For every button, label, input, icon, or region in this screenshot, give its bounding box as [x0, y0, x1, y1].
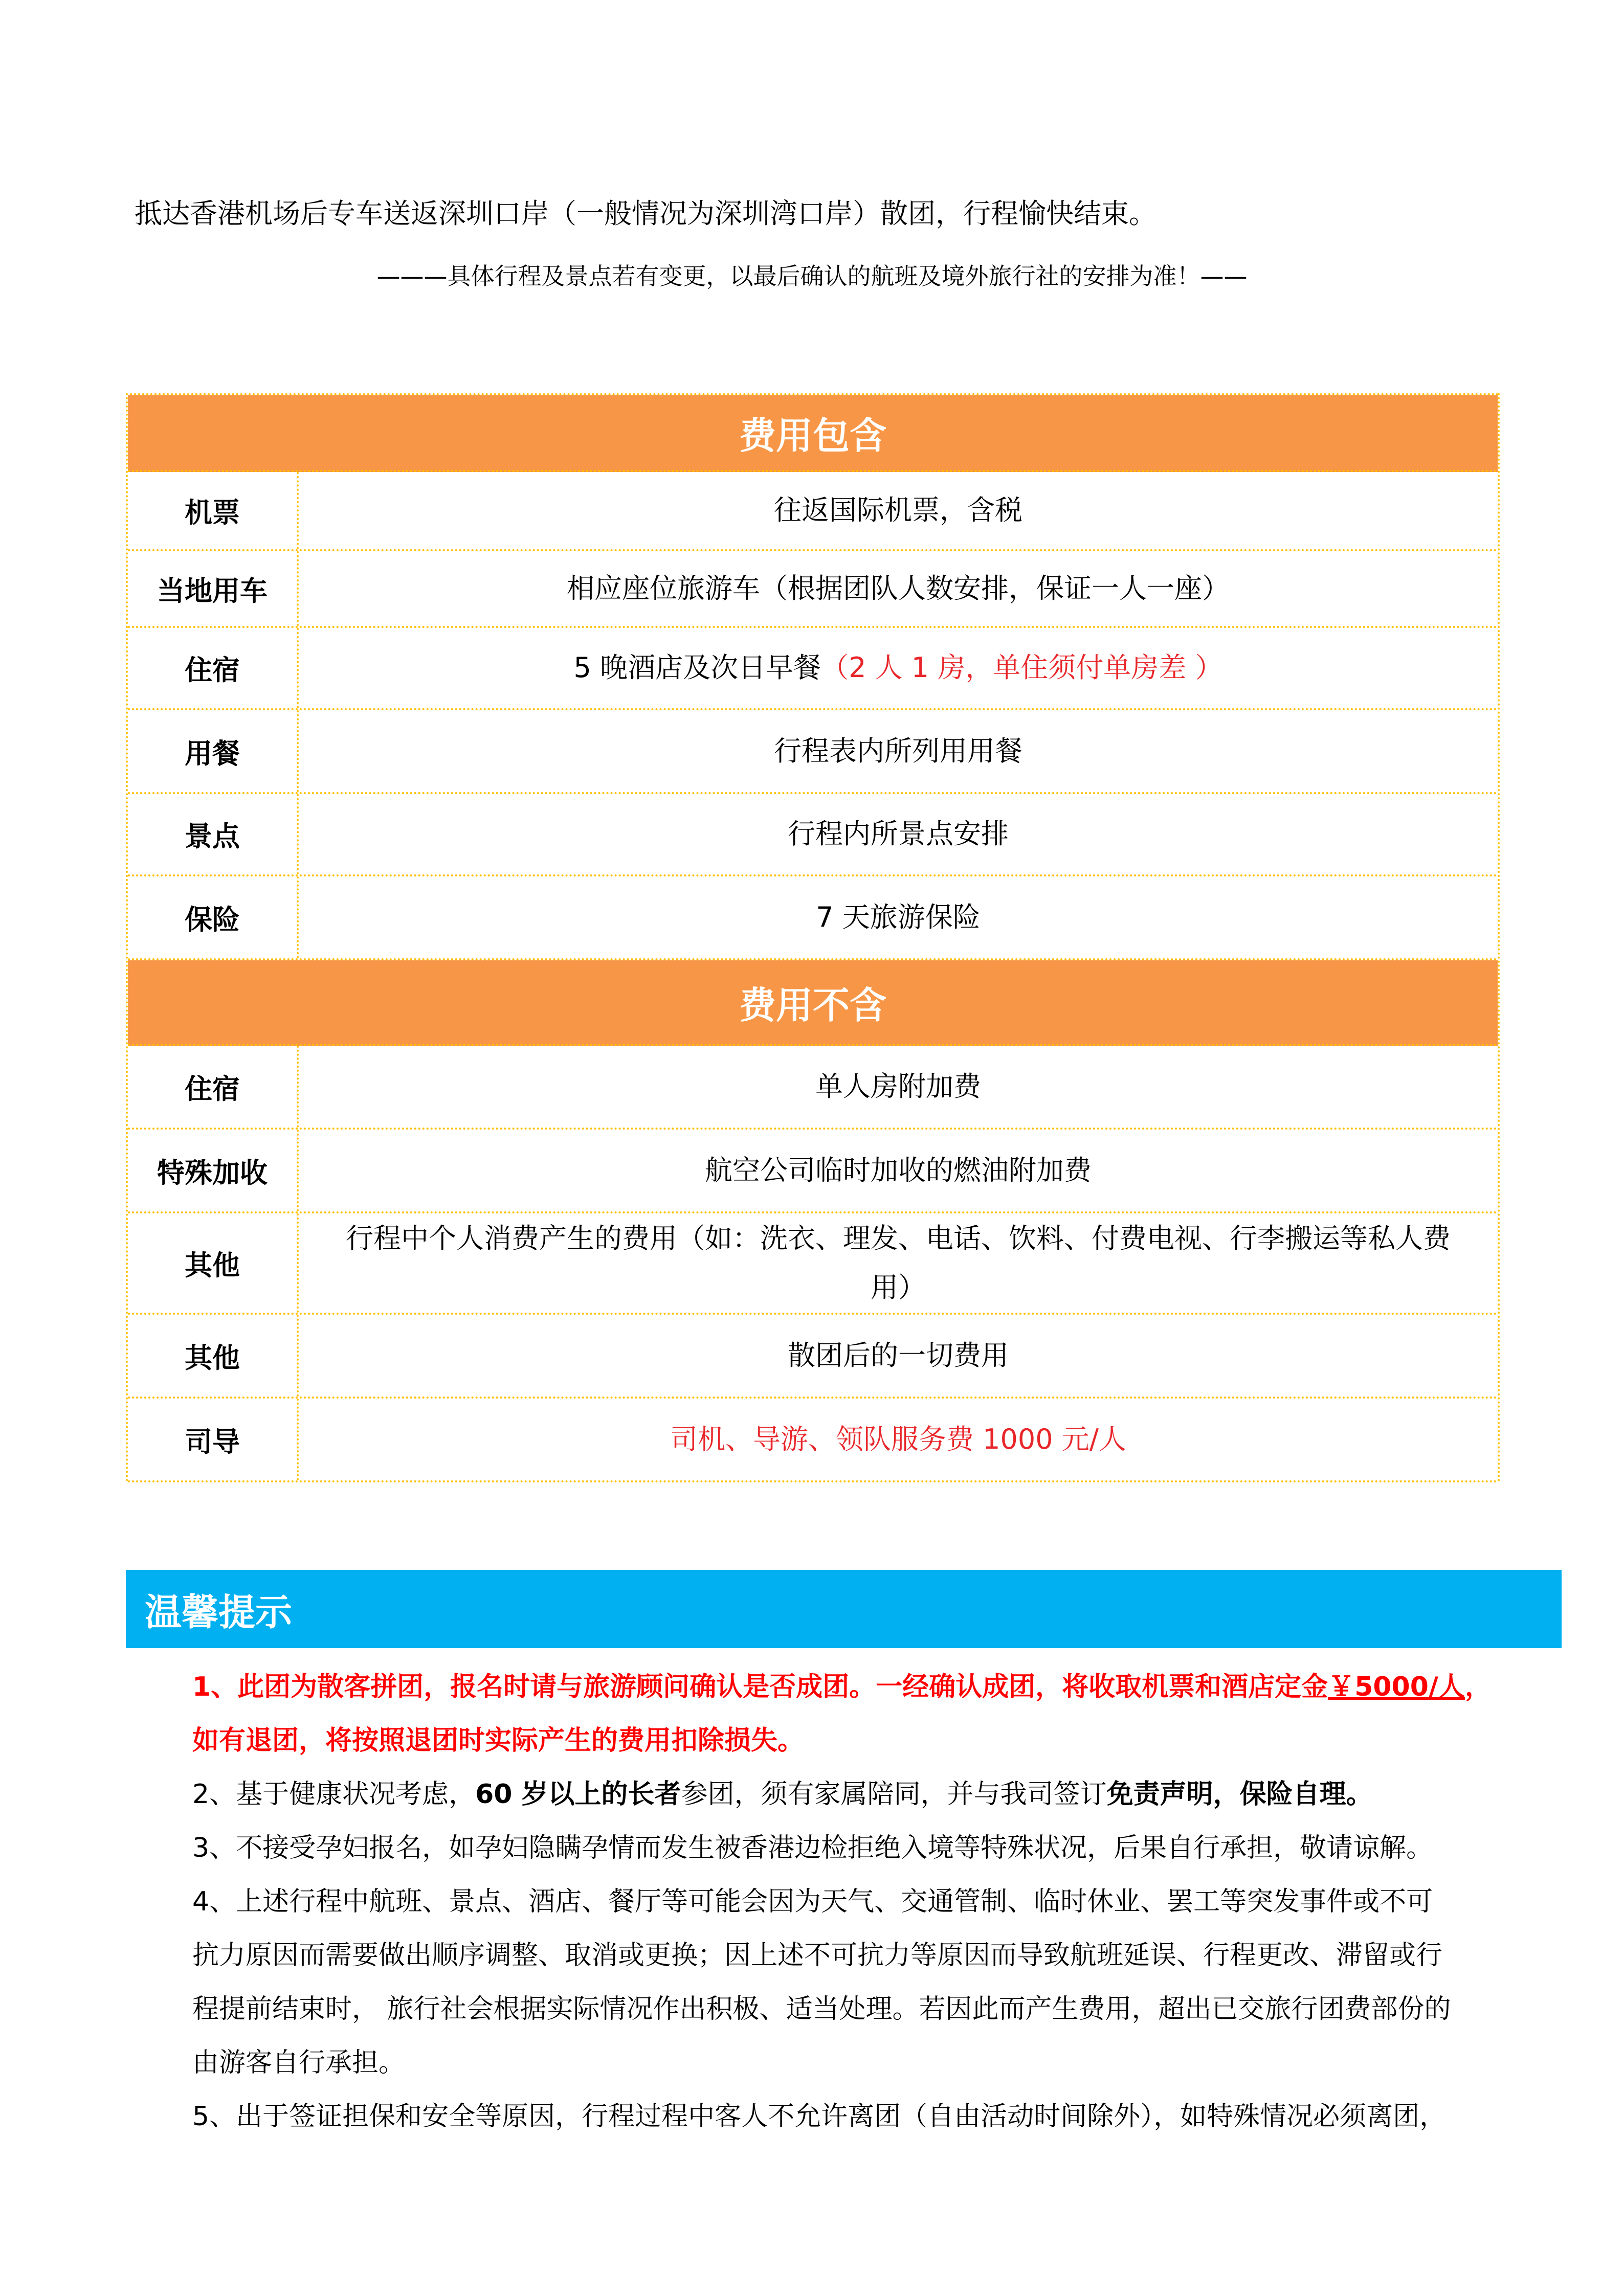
- note-4-line-2: 抗力原因而需要做出顺序调整、取消或更换；因上述不可抗力等原因而导致航班延误、行程更改、滞留或行: [192, 1940, 1443, 1971]
- row-label: 司导: [128, 1399, 299, 1480]
- note-3: 3、不接受孕妇报名，如孕妇隐瞒孕情而发生被香港边检拒绝入境等特殊状况，后果自行承担，敬请谅解。: [192, 1833, 1433, 1863]
- excluded-row-after-tour: [128, 1315, 1498, 1399]
- room-sharing-note: （2 人 1 房，单住须付单房差 ）: [821, 651, 1223, 684]
- row-value: [299, 628, 1498, 708]
- tips-list: [192, 1660, 1492, 2144]
- row-label: 其他: [128, 1213, 299, 1313]
- note-2-waiver-emphasis: 免责声明，保险自理。: [1106, 1779, 1373, 1810]
- note-4-line-3: 程提前结束时， 旅行社会根据实际情况作出积极、适当处理。若因此而产生费用，超出已交旅行团费部份的: [192, 1994, 1451, 2024]
- row-label: 当地用车: [128, 551, 299, 626]
- closing-itinerary-text: 抵达香港机场后专车送返深圳口岸（一般情况为深圳湾口岸）散团，行程愉快结束。: [135, 197, 1156, 230]
- row-value: [299, 794, 1498, 874]
- fee-included-title: 费用包含: [739, 414, 886, 457]
- note-4-line-1: 4、上述行程中航班、景点、酒店、餐厅等可能会因为天气、交通管制、临时休业、罢工等突发事件或不可: [192, 1886, 1433, 1917]
- included-row-meals: [128, 710, 1498, 794]
- row-value: [299, 1046, 1498, 1128]
- row-value: [299, 1213, 1498, 1313]
- excluded-row-driver-guide: [128, 1399, 1498, 1482]
- row-value: [299, 710, 1498, 792]
- note-1-text: 1、此团为散客拼团，报名时请与旅游顾问确认是否成团。一经确认成团，将收取机票和酒店定金: [192, 1672, 1328, 1702]
- excluded-row-fuel-surcharge: [128, 1130, 1498, 1213]
- row-value: [299, 1130, 1498, 1211]
- row-value-text: 7 天旅游保险: [816, 901, 981, 933]
- row-label: 住宿: [128, 1046, 299, 1128]
- row-value-text: [574, 650, 1223, 686]
- tips-banner: [126, 1570, 1562, 1648]
- fee-excluded-title: 费用不含: [739, 983, 886, 1027]
- row-value: [299, 551, 1498, 626]
- note-1-comma: ，: [1464, 1672, 1492, 1702]
- row-label: 保险: [128, 876, 299, 958]
- row-value-text: 单人房附加费: [815, 1070, 981, 1102]
- row-value: [299, 472, 1498, 549]
- note-1-line-1: [192, 1660, 1492, 1714]
- note-2-text-c: 参团，须有家属陪同，并与我司签订: [681, 1779, 1107, 1810]
- row-value-text: 行程表内所列用用餐: [774, 734, 1022, 767]
- note-2: [192, 1768, 1492, 1821]
- included-row-local-transport: [128, 551, 1498, 628]
- row-value: [299, 1315, 1498, 1397]
- row-label: 用餐: [128, 710, 299, 792]
- accommodation-text: 5 晚酒店及次日早餐: [573, 651, 821, 684]
- row-label: 特殊加收: [128, 1130, 299, 1211]
- included-row-insurance: [128, 876, 1498, 960]
- tips-title: 温馨提示: [145, 1590, 293, 1634]
- fee-excluded-header: [128, 960, 1498, 1046]
- note-5: 5、出于签证担保和安全等原因，行程过程中客人不允许离团（自由活动时间除外），如特殊情况必须离团，: [192, 2101, 1447, 2132]
- row-label: 其他: [128, 1315, 299, 1397]
- note-2-age-emphasis: 60 岁以上的长者: [475, 1779, 681, 1810]
- row-value-text: 相应座位旅游车（根据团队人数安排，保证一人一座）: [567, 572, 1230, 604]
- excluded-row-personal-expenses: [128, 1213, 1498, 1315]
- row-value-text: 行程内所景点安排: [788, 818, 1009, 850]
- row-value-text: 往返国际机票，含税: [774, 494, 1022, 527]
- note-1-line-2: 如有退团，将按照退团时实际产生的费用扣除损失。: [192, 1725, 805, 1756]
- note-2-text-a: 2、基于健康状况考虑，: [192, 1779, 476, 1810]
- row-label: 住宿: [128, 628, 299, 708]
- fee-included-header: [128, 395, 1498, 472]
- included-row-airfare: [128, 472, 1498, 551]
- row-value-text: 司机、导游、领队服务费 1000 元/人: [670, 1423, 1126, 1455]
- row-label: 景点: [128, 794, 299, 874]
- included-row-attractions: [128, 794, 1498, 876]
- change-disclaimer: ———具体行程及景点若有变更，以最后确认的航班及境外旅行社的安排为准！——: [376, 262, 1248, 290]
- note-4-line-4: 由游客自行承担。: [192, 2047, 406, 2078]
- row-value-text: 行程中个人消费产生的费用（如：洗衣、理发、电话、饮料、付费电视、行李搬运等私人费用）: [346, 1222, 1451, 1303]
- included-row-accommodation: [128, 628, 1498, 710]
- row-value: [299, 1399, 1498, 1480]
- row-value-text: 散团后的一切费用: [788, 1339, 1009, 1371]
- row-value-text: 航空公司临时加收的燃油附加费: [705, 1154, 1092, 1186]
- deposit-amount: ￥5000/人: [1328, 1672, 1465, 1702]
- excluded-row-single-supplement: [128, 1046, 1498, 1130]
- row-value: [299, 876, 1498, 958]
- fee-table: [126, 393, 1500, 1482]
- row-label: 机票: [128, 472, 299, 549]
